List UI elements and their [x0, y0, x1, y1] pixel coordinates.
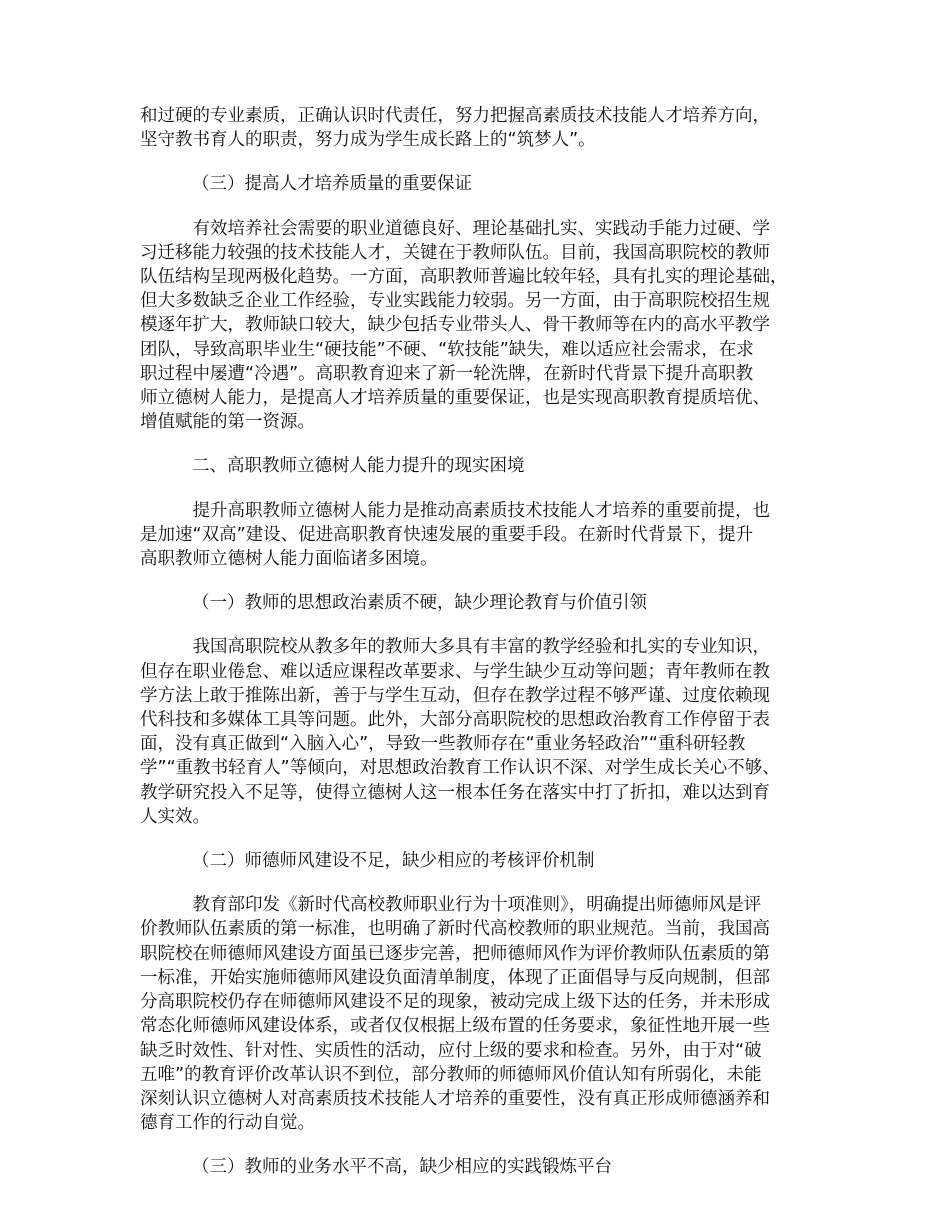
section-heading: 二、高职教师立德树人能力提升的现实困境 — [192, 456, 525, 477]
paragraph-line: 代科技和多媒体工具等问题。此外，大部分高职院校的思想政治教育工作停留于表 — [140, 710, 770, 731]
block-spacer — [140, 434, 830, 454]
paragraph-line: 五唯”的教育评价改革认识不到位，部分教师的师德师风价值认知有所弱化，未能 — [140, 1064, 762, 1085]
section-heading: （二）师德师风建设不足，缺少相应的考核评价机制 — [192, 851, 595, 872]
paragraph-line: 学”“重教书轻育人”等倾向，对思想政治教育工作认识不深、对学生成长关心不够、 — [140, 758, 780, 779]
paragraph-line: 高职教师立德树人能力面临诸多困境。 — [140, 549, 438, 570]
paragraph-line: 一标准，开始实施师德师风建设负面清单制度，体现了正面倡导与反向规制，但部 — [140, 967, 770, 988]
paragraph-line: 面，没有真正做到“入脑入心”，导致一些教师存在“重业务轻政治”“重科研轻教 — [140, 734, 746, 755]
block-spacer — [140, 615, 830, 635]
paragraph-line: 团队，导致高职毕业生“硬技能”不硬、“软技能”缺失，难以适应社会需求，在求 — [140, 339, 754, 360]
paragraph-line: 是加速“双高”建设、促进高职教育快速发展的重要手段。在新时代背景下，提升 — [140, 524, 754, 545]
paragraph-line: 价教师队伍素质的第一标准，也明确了新时代高校教师的职业规范。当前，我国高 — [140, 919, 770, 940]
body-paragraph — [140, 217, 830, 435]
paragraph-line: 和过硬的专业素质，正确认识时代责任，努力把握高素质技术技能人才培养方向， — [140, 106, 770, 126]
section-heading: （三）提高人才培养质量的重要保证 — [192, 174, 472, 195]
paragraph-line: 教学研究投入不足等，使得立德树人这一根本任务在落实中打了折扣，难以达到育 — [140, 782, 770, 803]
block-spacer — [140, 829, 830, 849]
paragraph-line: 提升高职教师立德树人能力是推动高素质技术技能人才培养的重要前提，也 — [140, 500, 770, 521]
paragraph-line: 增值赋能的第一资源。 — [140, 412, 315, 433]
paragraph-line: 模逐年扩大，教师缺口较大，缺少包括专业带头人、骨干教师等在内的高水平教学 — [140, 315, 770, 336]
paragraph-line: 深刻认识立德树人对高素质技术技能人才培养的重要性，没有真正形成师德涵养和 — [140, 1088, 770, 1109]
block-spacer — [140, 197, 830, 217]
paragraph-line: 分高职院校仍存在师德师风建设不足的现象，被动完成上级下达的任务，并未形成 — [140, 992, 770, 1013]
paragraph-line: 队伍结构呈现两极化趋势。一方面，高职教师普遍比较年轻，具有扎实的理论基础， — [140, 267, 788, 288]
paragraph-line: 师立德树人能力，是提高人才培养质量的重要保证，也是实现高职教育提质培优、 — [140, 388, 770, 409]
block-spacer — [140, 479, 830, 499]
block-spacer — [140, 152, 830, 172]
body-paragraph — [140, 499, 830, 572]
paragraph-line: 职过程中屡遭“冷遇”。高职教育迎来了新一轮洗牌，在新时代背景下提升高职教 — [140, 363, 754, 384]
document-page — [140, 104, 830, 1180]
block-spacer — [140, 1135, 830, 1155]
body-paragraph — [140, 104, 830, 152]
body-paragraph — [140, 635, 830, 829]
paragraph-line: 有效培养社会需要的职业道德良好、理论基础扎实、实践动手能力过硬、学 — [140, 218, 770, 239]
paragraph-line: 人实效。 — [140, 806, 210, 827]
paragraph-line: 我国高职院校从教多年的教师大多具有丰富的教学经验和扎实的专业知识， — [140, 637, 770, 658]
paragraph-line: 德育工作的行动自觉。 — [140, 1113, 315, 1134]
paragraph-line: 习迁移能力较强的技术技能人才，关键在于教师队伍。目前，我国高职院校的教师 — [140, 242, 770, 263]
block-spacer — [140, 873, 830, 893]
paragraph-line: 缺乏时效性、针对性、实质性的活动，应付上级的要求和检查。另外，由于对“破 — [140, 1040, 762, 1061]
body-paragraph — [140, 893, 830, 1135]
section-heading: （一）教师的思想政治素质不硬，缺少理论教育与价值引领 — [192, 593, 647, 614]
paragraph-line: 但存在职业倦怠、难以适应课程改革要求、与学生缺少互动等问题；青年教师在教 — [140, 661, 770, 682]
block-spacer — [140, 571, 830, 591]
paragraph-line: 常态化师德师风建设体系，或者仅仅根据上级布置的任务要求，象征性地开展一些 — [140, 1016, 770, 1037]
paragraph-line: 但大多数缺乏企业工作经验，专业实践能力较弱。另一方面，由于高职院校招生规 — [140, 291, 770, 312]
paragraph-line: 坚守教书育人的职责，努力成为学生成长路上的“筑梦人”。 — [140, 130, 596, 151]
paragraph-line: 职院校在师德师风建设方面虽已逐步完善，把师德师风作为评价教师队伍素质的第 — [140, 943, 770, 964]
section-heading: （三）教师的业务水平不高，缺少相应的实践锻炼平台 — [192, 1157, 612, 1178]
paragraph-line: 学方法上敢于推陈出新，善于与学生互动，但存在教学过程不够严谨、过度依赖现 — [140, 685, 770, 706]
paragraph-line: 教育部印发《新时代高校教师职业行为十项准则》，明确提出师德师风是评 — [140, 895, 762, 916]
